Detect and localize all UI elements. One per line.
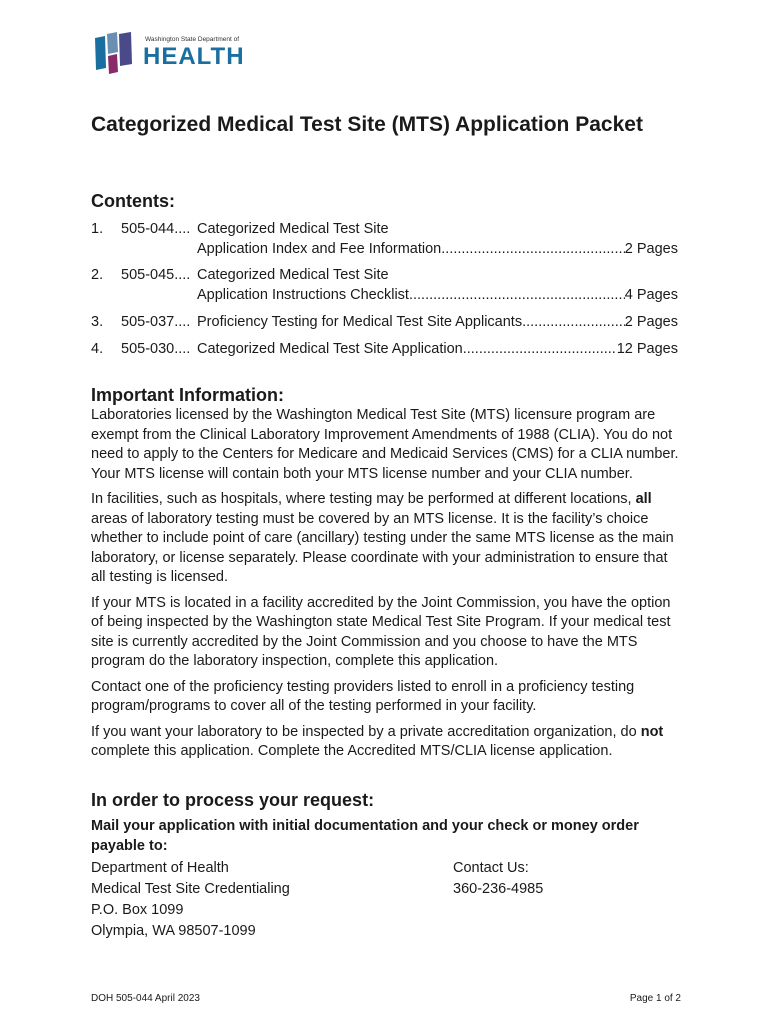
important-info-heading: Important Information: bbox=[91, 385, 284, 405]
toc-number: 4. bbox=[91, 341, 104, 357]
toc-line2: Application Instructions Checklist bbox=[197, 287, 409, 303]
toc-pages: 12 Pages bbox=[616, 341, 678, 357]
request-subheading: Mail your application with initial documentation and your check or money order payable to: bbox=[91, 818, 639, 854]
toc-line1: Proficiency Testing for Medical Test Site Applicants bbox=[197, 314, 523, 330]
toc-leader bbox=[409, 285, 625, 305]
toc-item bbox=[91, 339, 678, 359]
mailing-address bbox=[91, 858, 290, 942]
contact-label: Contact Us: bbox=[453, 860, 529, 876]
toc-code: 505-044 bbox=[121, 221, 175, 237]
request-heading: In order to process your request: bbox=[91, 790, 375, 810]
contact-phone: 360-236-4985 bbox=[453, 881, 544, 897]
toc-line2: Application Index and Fee Information bbox=[197, 241, 442, 257]
paragraph-clia: Laboratories licensed by the Washington Medical Test Site (MTS) licensure program are exempt from the Clinical Laboratory Improvement Amendments of 1988 (CLIA). You do not need to apply to the Centers for Medicare and Medicaid Services (CMS) for a CLIA number. Your MTS license will contain both your MTS license number and your CLIA number. bbox=[91, 407, 679, 482]
toc-sep: .... bbox=[174, 314, 191, 330]
toc-leader bbox=[522, 312, 625, 332]
toc-sep: .... bbox=[174, 267, 191, 283]
agency-name-big: HEALTH bbox=[143, 43, 245, 70]
toc-line1: Categorized Medical Test Site Application bbox=[197, 341, 463, 357]
address-line: Department of Health bbox=[91, 860, 229, 876]
paragraph-proficiency: Contact one of the proficiency testing providers listed to enroll in a proficiency testing program/programs to cover all of the testing performed in your facility. bbox=[91, 678, 635, 714]
doh-logo bbox=[93, 30, 245, 74]
address-line: Olympia, WA 98507-1099 bbox=[91, 923, 256, 939]
toc-code: 505-045 bbox=[121, 267, 175, 283]
toc-pages: 2 Pages bbox=[624, 314, 678, 330]
toc-item bbox=[91, 265, 678, 305]
address-line: P.O. Box 1099 bbox=[91, 902, 184, 918]
form-id: DOH 505-044 April 2023 bbox=[91, 993, 200, 1004]
toc-leader bbox=[441, 239, 625, 259]
paragraph-joint-commission: If your MTS is located in a facility accredited by the Joint Commission, you have the option of being inspected by the Washington state Medical Test Site Program. If your medical test site is currently accredited by the Joint Commission and you choose to have the MTS program do the laboratory inspection, complete this application. bbox=[91, 594, 671, 669]
toc-code: 505-030 bbox=[121, 341, 175, 357]
toc-number: 1. bbox=[91, 221, 104, 237]
toc-item bbox=[91, 219, 678, 259]
toc-line1: Categorized Medical Test Site bbox=[197, 221, 389, 237]
toc-line1: Categorized Medical Test Site bbox=[197, 267, 389, 283]
doh-logo-mark-icon bbox=[93, 30, 137, 74]
important-info-body bbox=[91, 406, 683, 768]
toc-sep: .... bbox=[174, 341, 191, 357]
toc-number: 3. bbox=[91, 314, 104, 330]
address-line: Medical Test Site Credentialing bbox=[91, 881, 290, 897]
toc-leader bbox=[463, 339, 617, 359]
toc-pages: 4 Pages bbox=[624, 287, 678, 303]
toc-number: 2. bbox=[91, 267, 104, 283]
agency-name-small: Washington State Department of bbox=[145, 36, 240, 43]
paragraph-facilities: In facilities, such as hospitals, where testing may be performed at different locations, all areas of laboratory testing must be covered by an MTS license. It is the facility’s choice whether to include point of care (ancillary) testing under the same MTS license as the main laboratory, or license separately. Please coordinate with your administration to ensure that all testing is licensed. bbox=[91, 491, 674, 585]
toc-item bbox=[91, 312, 678, 332]
toc-code: 505-037 bbox=[121, 314, 175, 330]
contents-heading: Contents: bbox=[91, 191, 175, 211]
toc-sep: .... bbox=[174, 221, 191, 237]
paragraph-private-accreditation: If you want your laboratory to be inspected by a private accreditation organization, do not complete this application. Complete the Accredited MTS/CLIA license application. bbox=[91, 723, 664, 759]
page-number: Page 1 of 2 bbox=[629, 993, 681, 1004]
contact-block bbox=[453, 858, 543, 900]
toc-pages: 2 Pages bbox=[624, 241, 678, 257]
page-title: Categorized Medical Test Site (MTS) Application Packet bbox=[91, 113, 643, 136]
